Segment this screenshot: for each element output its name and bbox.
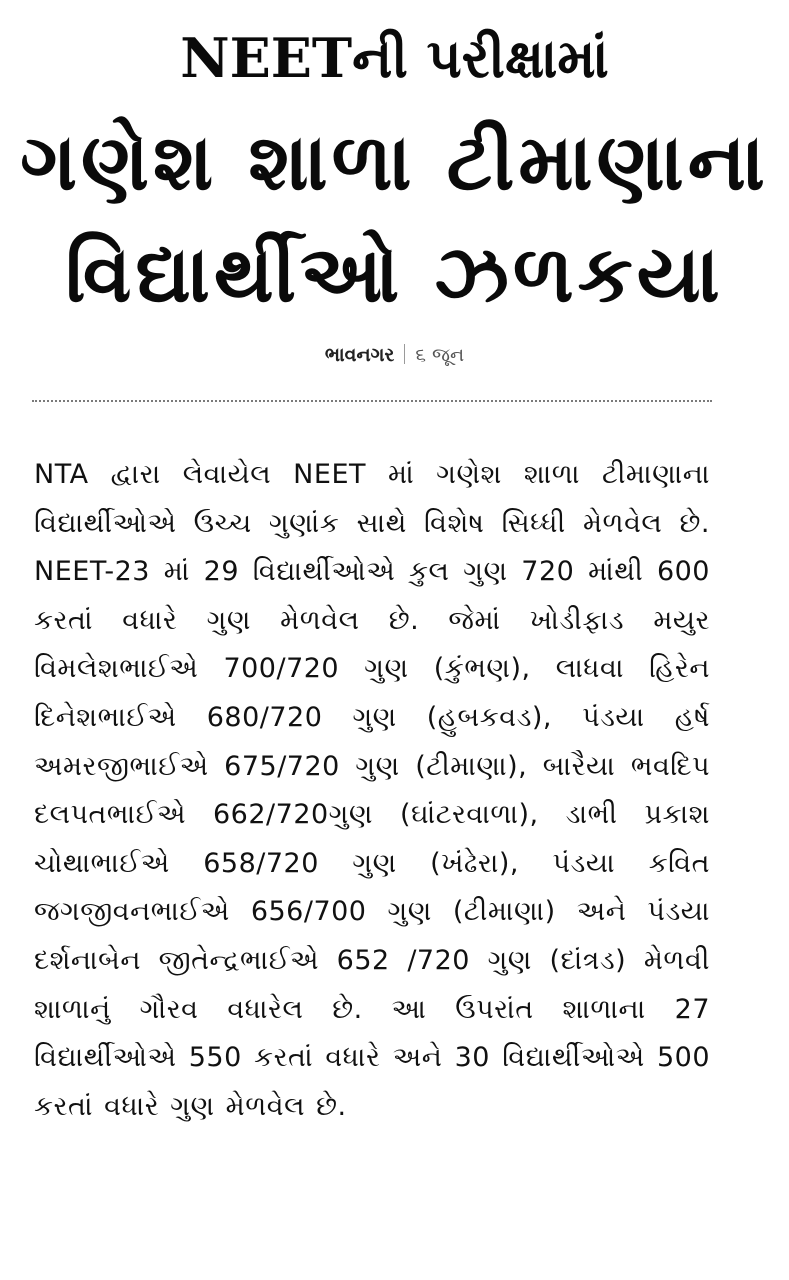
dateline [0,340,789,370]
headline-line-2: વિદ્યાર્થીઓ ઝળકયા [65,230,724,320]
dateline-place: ભાવનગર [324,344,395,366]
article-body: NTA દ્વારા લેવાયેલ NEET માં ગણેશ શાળા ટીમાણાના વિદ્યાર્થીઓએ ઉચ્ચ ગુણાંક સાથે વિશેષ સિધ્ધી મેળવેલ છે. NEET-23 માં 29 વિદ્યાર્થીઓએ કુલ ગુણ 720 માંથી 600 કરતાં વધારે ગુણ મેળવેલ છે. જેમાં ખોડીફાડ મયુર વિમલેશભાઈએ 700/720 ગુણ (કુંભણ), લાધવા હિરેન દિનેશભાઈએ 680/720 ગુણ (હુબકવડ), પંડયા હર્ષ અમરજીભાઈએ 675/720 ગુણ (ટીમાણા), બારૈયા ભવદિપ દલપતભાઈએ 662/720ગુણ (ઘાંટરવાળા), ડાભી પ્રકાશ ચોથાભાઈએ 658/720 ગુણ (ખંઢેરા), પંડયા કવિત જગજીવનભાઈએ 656/700 ગુણ (ટીમાણા) અને પંડયા દર્શનાબેન જીતેન્દ્રભાઈએ 652 /720 ગુણ (દાંત્રડ) મેળવી શાળાનું ગૌરવ વધારેલ છે. આ ઉપરાંત શાળાના 27 વિદ્યાર્થીઓએ 550 કરતાં વધારે અને 30 વિદ્યાર્થીઓએ 500 કરતાં વધારે ગુણ મેળવેલ છે. [34,459,710,1122]
dateline-separator [404,344,405,364]
article-kicker: NEETની પરીક્ષામાં [180,26,609,90]
headline-line-1: ગણેશ શાળા ટીમાણાના [20,118,769,208]
dateline-date: ૬ જૂન [415,344,465,366]
dotted-divider [32,400,712,402]
